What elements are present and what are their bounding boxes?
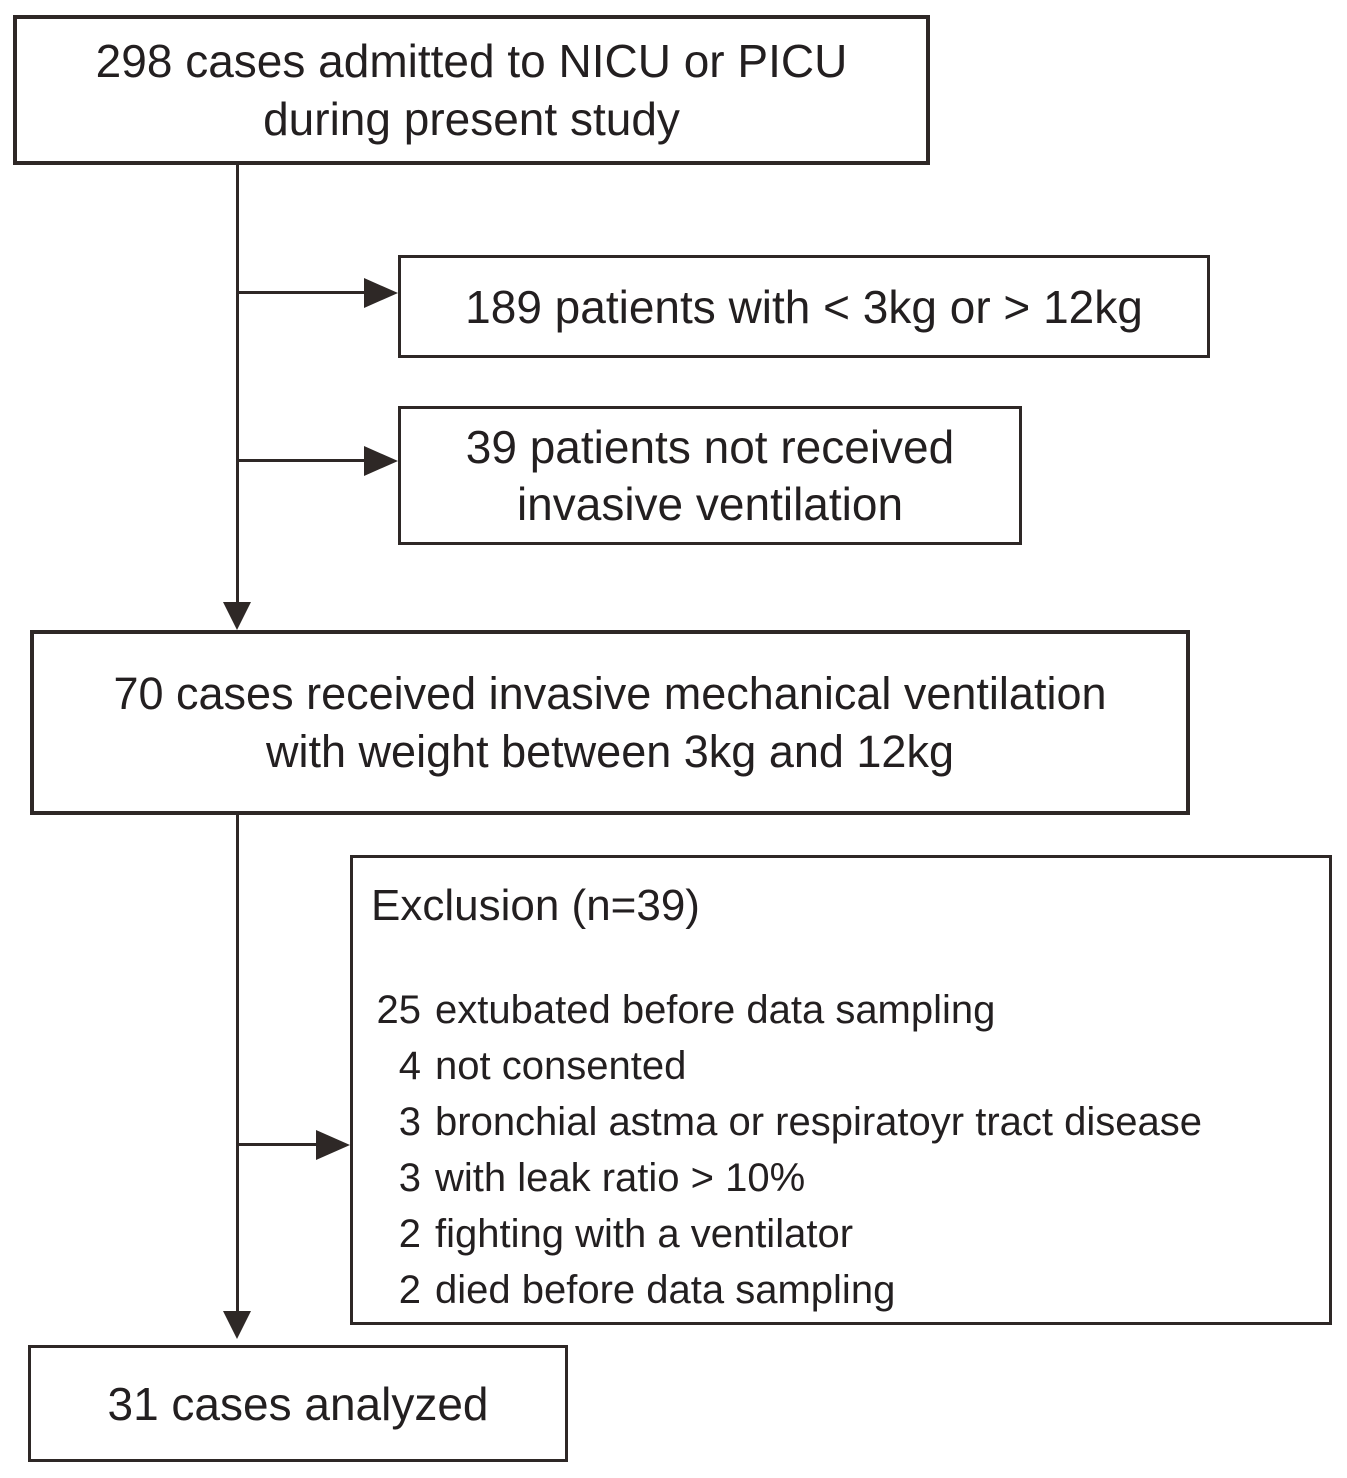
box-admitted [13, 15, 930, 165]
exclusion-item-reason: extubated before data sampling [435, 988, 996, 1032]
exclusion-item [371, 1206, 1202, 1262]
box-no-invasive-ventilation [398, 406, 1022, 545]
connector-invasive-to-analyzed [236, 815, 239, 1313]
exclusion-item-reason: fighting with a ventilator [435, 1212, 854, 1256]
box-analyzed-line-1: 31 cases analyzed [107, 1377, 489, 1430]
arrowhead-right-no-invasive [364, 446, 398, 476]
arrowhead-down-invasive [223, 602, 251, 630]
exclusion-item [371, 1038, 1202, 1094]
box-weight-excluded-line-1: 189 patients with < 3kg or > 12kg [465, 280, 1143, 333]
connector-to-exclusion [237, 1143, 319, 1146]
box-exclusion [350, 855, 1332, 1325]
box-invasive-ventilation [30, 630, 1190, 815]
exclusion-list [371, 982, 1202, 1318]
connector-to-weight-excluded [237, 291, 367, 294]
exclusion-item-count: 3 [398, 1100, 421, 1144]
box-admitted-line-2: during present study [263, 93, 680, 145]
arrowhead-right-exclusion [316, 1130, 350, 1160]
exclusion-item [371, 982, 1202, 1038]
exclusion-item [371, 1262, 1202, 1318]
box-invasive-line-2: with weight between 3kg and 12kg [266, 725, 954, 777]
exclusion-item-count: 3 [398, 1156, 421, 1200]
exclusion-item-count: 2 [398, 1268, 421, 1312]
exclusion-item [371, 1094, 1202, 1150]
box-analyzed [28, 1345, 568, 1462]
box-invasive-line-1: 70 cases received invasive mechanical ventilation [113, 667, 1107, 719]
exclusion-item-reason: bronchial astma or respiratoyr tract disease [435, 1100, 1202, 1144]
arrowhead-down-analyzed [223, 1311, 251, 1339]
box-no-invasive-line-2: invasive ventilation [516, 477, 904, 530]
connector-to-no-invasive [237, 459, 367, 462]
arrowhead-right-weight-excluded [364, 278, 398, 308]
exclusion-item-count: 25 [376, 988, 421, 1032]
box-weight-excluded [398, 255, 1210, 358]
exclusion-item-reason: not consented [435, 1044, 687, 1088]
exclusion-item-reason: died before data sampling [435, 1268, 896, 1312]
box-admitted-line-1: 298 cases admitted to NICU or PICU [95, 35, 848, 87]
box-no-invasive-line-1: 39 patients not received [465, 420, 955, 473]
connector-admitted-to-invasive [236, 165, 239, 604]
exclusion-title: Exclusion (n=39) [371, 881, 700, 930]
exclusion-item-count: 4 [398, 1044, 421, 1088]
exclusion-item-reason: with leak ratio > 10% [435, 1156, 806, 1200]
exclusion-item-count: 2 [398, 1212, 421, 1256]
exclusion-item [371, 1150, 1202, 1206]
